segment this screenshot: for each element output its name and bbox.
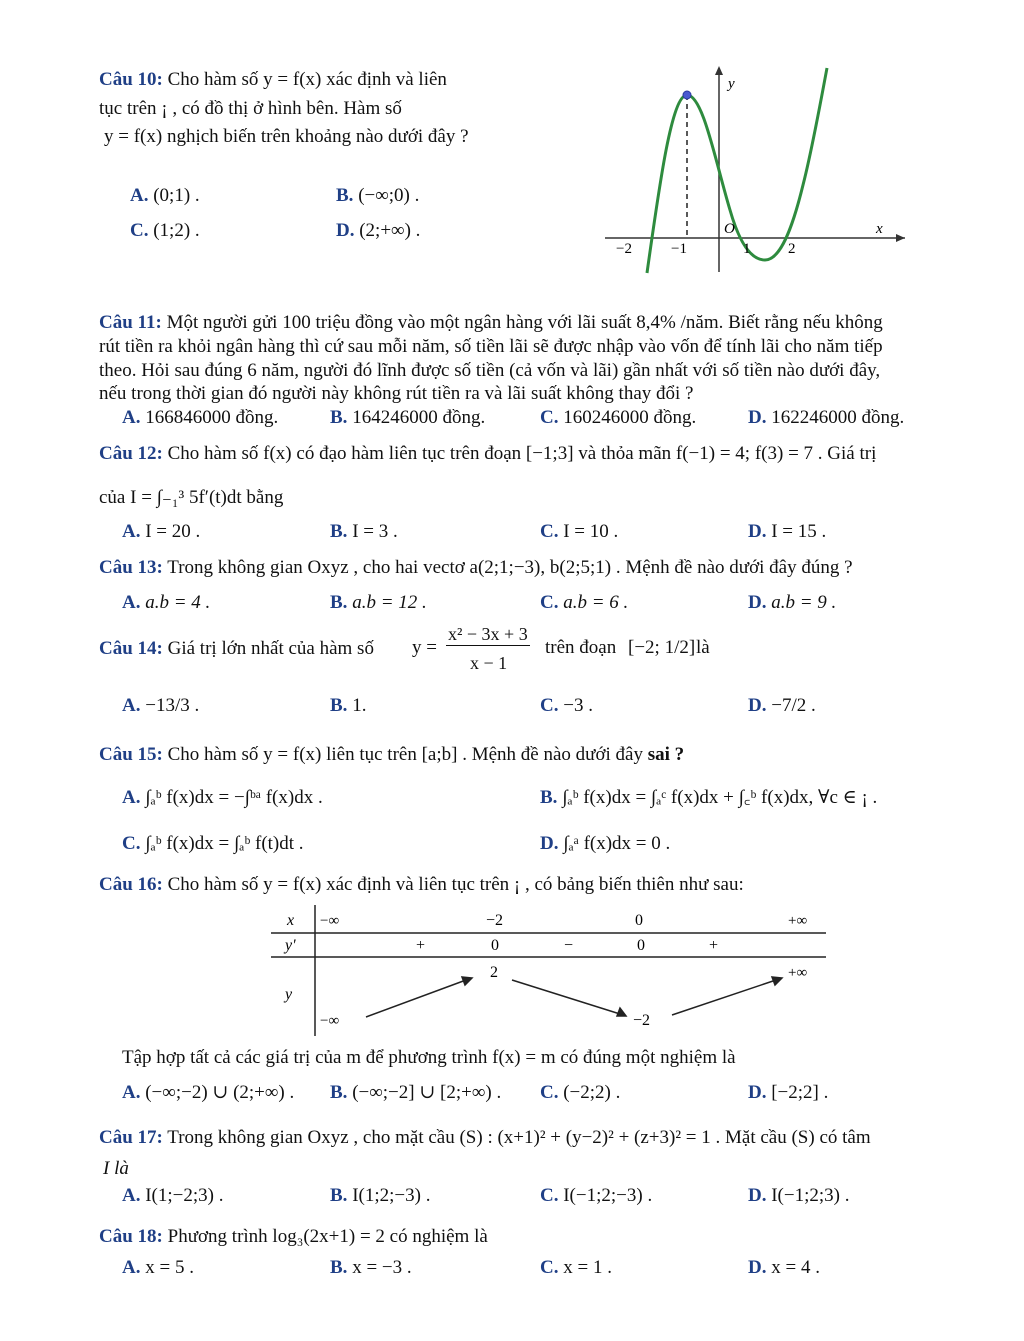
q16-option-b[interactable]: B. (−∞;−2] ∪ [2;+∞) . bbox=[330, 1082, 502, 1103]
q15-option-b[interactable]: B. ∫ₐᵇ f(x)dx = ∫ₐᶜ f(x)dx + ∫꜀ᵇ f(x)dx, ∀c ∈ ¡ . bbox=[540, 787, 878, 808]
origin-label: O bbox=[724, 221, 735, 237]
x-val-0: 0 bbox=[635, 912, 643, 929]
y-label: y bbox=[728, 76, 735, 92]
q15-option-a[interactable]: A. ∫ₐᵇ f(x)dx = −∫ᵇᵃ f(x)dx . bbox=[122, 787, 323, 808]
q18-line1: Câu 18: Phương trình log₃(2x+1) = 2 có nghiệm là bbox=[99, 1226, 488, 1247]
y-val-pos-inf: +∞ bbox=[788, 965, 808, 981]
q12-line1: Câu 12: Cho hàm số f(x) có đạo hàm liên tục trên đoạn [−1;3] và thỏa mãn f(−1) = 4; f(3) = 7 . Giá trị bbox=[99, 443, 877, 464]
q15-option-d[interactable]: D. ∫ₐᵃ f(x)dx = 0 . bbox=[540, 833, 671, 854]
q13-option-b[interactable]: B. a.b = 12 . bbox=[330, 592, 427, 613]
q14-option-a[interactable]: A. −13/3 . bbox=[122, 695, 200, 716]
x-label: x bbox=[876, 221, 883, 237]
q12-option-c[interactable]: C. I = 10 . bbox=[540, 521, 619, 542]
q14-label: Câu 14: bbox=[99, 638, 163, 659]
x-val-neg-inf: −∞ bbox=[320, 913, 340, 929]
yp-row-label: y' bbox=[285, 937, 296, 954]
yp-sign-3: + bbox=[709, 937, 719, 954]
q14-interval: [−2; 1/2] bbox=[628, 637, 696, 658]
q16-label: Câu 16: bbox=[99, 874, 163, 895]
tick-minus1: −1 bbox=[671, 241, 687, 257]
y-val-2: 2 bbox=[490, 964, 498, 981]
q18-option-d[interactable]: D. x = 4 . bbox=[748, 1257, 820, 1278]
tick-minus2: −2 bbox=[616, 241, 632, 257]
q15-option-c[interactable]: C. ∫ₐᵇ f(x)dx = ∫ₐᵇ f(t)dt . bbox=[122, 833, 304, 854]
q12-option-a[interactable]: A. I = 20 . bbox=[122, 521, 201, 542]
yp-zero-2: 0 bbox=[637, 937, 645, 954]
q13-line1: Câu 13: Trong không gian Oxyz , cho hai vectơ a(2;1;−3), b(2;5;1) . Mệnh đề nào dưới đây đúng ? bbox=[99, 557, 853, 578]
q10-cubic-graph bbox=[600, 60, 920, 275]
q13-option-c[interactable]: C. a.b = 6 . bbox=[540, 592, 629, 613]
q16-variation-table bbox=[268, 903, 828, 1038]
q11-option-d[interactable]: D. 162246000 đồng. bbox=[748, 407, 905, 428]
q12-line2: của I = ∫₋₁³ 5f′(t)dt bằng bbox=[99, 487, 284, 508]
q11-line3: theo. Hỏi sau đúng 6 năm, người đó lĩnh được số tiền (cả vốn và lãi) gần nhất với số tiền nào dưới đây, bbox=[99, 360, 881, 381]
q14-func-y: y = bbox=[412, 637, 437, 658]
y-val-minus2: −2 bbox=[633, 1012, 651, 1029]
q14-func-denominator: x − 1 bbox=[470, 653, 508, 673]
yp-sign-2: − bbox=[564, 937, 574, 954]
y-axis-arrow bbox=[715, 66, 723, 75]
max-point bbox=[683, 91, 691, 99]
q16-line2: Tập hợp tất cả các giá trị của m để phương trình f(x) = m có đúng một nghiệm là bbox=[122, 1047, 736, 1068]
q11-option-c[interactable]: C. 160246000 đồng. bbox=[540, 407, 697, 428]
q11-line2: rút tiền ra khỏi ngân hàng thì cứ sau mỗi năm, số tiền lãi sẽ được nhập vào vốn để tính lãi cho năm tiếp bbox=[99, 336, 883, 357]
q18-label: Câu 18: bbox=[99, 1226, 163, 1247]
q11-line1: Câu 11: Một người gửi 100 triệu đồng vào một ngân hàng với lãi suất 8,4% /năm. Biết rằng nếu không bbox=[99, 312, 883, 333]
q11-line4: nếu trong thời gian đó người này không rút tiền ra và lãi suất không thay đổi ? bbox=[99, 383, 694, 404]
q16-option-a[interactable]: A. (−∞;−2) ∪ (2;+∞) . bbox=[122, 1082, 295, 1103]
q16-line1: Câu 16: Cho hàm số y = f(x) xác định và liên tục trên ¡ , có bảng biến thiên như sau: bbox=[99, 874, 744, 895]
q14-text-tren-doan: trên đoạn bbox=[545, 637, 617, 658]
q16-option-c[interactable]: C. (−2;2) . bbox=[540, 1082, 621, 1103]
tick-2: 2 bbox=[788, 241, 796, 257]
q10-option-d[interactable]: D. (2;+∞) . bbox=[336, 220, 421, 241]
q18-option-b[interactable]: B. x = −3 . bbox=[330, 1257, 412, 1278]
q14-line1: Câu 14: Giá trị lớn nhất của hàm số bbox=[99, 638, 374, 659]
q15-line1: Câu 15: Cho hàm số y = f(x) liên tục trên [a;b] . Mệnh đề nào dưới đây sai ? bbox=[99, 744, 685, 765]
q17-label: Câu 17: bbox=[99, 1127, 163, 1148]
q14-option-b[interactable]: B. 1. bbox=[330, 695, 367, 716]
q12-label: Câu 12: bbox=[99, 443, 163, 464]
q14-func-numerator: x² − 3x + 3 bbox=[448, 624, 528, 644]
q11-option-a[interactable]: A. 166846000 đồng. bbox=[122, 407, 279, 428]
q17-option-a[interactable]: A. I(1;−2;3) . bbox=[122, 1185, 224, 1206]
q10-line3: y = f(x) nghịch biến trên khoảng nào dưới đây ? bbox=[104, 126, 469, 147]
q12-option-d[interactable]: D. I = 15 . bbox=[748, 521, 827, 542]
q10-option-b[interactable]: B. (−∞;0) . bbox=[336, 185, 420, 206]
x-axis-arrow bbox=[896, 234, 905, 242]
x-val-pos-inf: +∞ bbox=[788, 913, 808, 929]
q16-option-d[interactable]: D. [−2;2] . bbox=[748, 1082, 829, 1103]
q10-option-c[interactable]: C. (1;2) . bbox=[130, 220, 200, 241]
q17-option-b[interactable]: B. I(1;2;−3) . bbox=[330, 1185, 431, 1206]
q11-label: Câu 11: bbox=[99, 312, 162, 333]
q18-option-a[interactable]: A. x = 5 . bbox=[122, 1257, 194, 1278]
q10-option-a[interactable]: A. (0;1) . bbox=[130, 185, 200, 206]
q14-option-c[interactable]: C. −3 . bbox=[540, 695, 593, 716]
variation-arrows bbox=[366, 977, 782, 1017]
y-row-label: y bbox=[285, 986, 293, 1003]
yp-zero-1: 0 bbox=[491, 937, 499, 954]
q12-option-b[interactable]: B. I = 3 . bbox=[330, 521, 398, 542]
q18-option-c[interactable]: C. x = 1 . bbox=[540, 1257, 612, 1278]
q17-line2: I là bbox=[103, 1158, 129, 1179]
q11-option-b[interactable]: B. 164246000 đồng. bbox=[330, 407, 486, 428]
x-row-label: x bbox=[287, 912, 295, 929]
y-val-neg-inf: −∞ bbox=[320, 1013, 340, 1029]
q13-option-a[interactable]: A. a.b = 4 . bbox=[122, 592, 211, 613]
q10-text1: Cho hàm số y = f(x) xác định và liên bbox=[167, 69, 447, 90]
q13-option-d[interactable]: D. a.b = 9 . bbox=[748, 592, 837, 613]
q13-label: Câu 13: bbox=[99, 557, 163, 578]
q10-line1 bbox=[99, 68, 447, 92]
q17-option-d[interactable]: D. I(−1;2;3) . bbox=[748, 1185, 850, 1206]
q15-label: Câu 15: bbox=[99, 744, 163, 765]
yp-sign-1: + bbox=[416, 937, 426, 954]
q10-label: Câu 10: bbox=[99, 69, 163, 90]
q14-option-d[interactable]: D. −7/2 . bbox=[748, 695, 816, 716]
tick-1: 1 bbox=[743, 241, 751, 257]
q14-text-la: là bbox=[696, 637, 710, 658]
q17-option-c[interactable]: C. I(−1;2;−3) . bbox=[540, 1185, 653, 1206]
x-val-minus2: −2 bbox=[486, 912, 504, 929]
q10-line2: tục trên ¡ , có đồ thị ở hình bên. Hàm số bbox=[99, 98, 402, 119]
q17-line1: Câu 17: Trong không gian Oxyz , cho mặt cầu (S) : (x+1)² + (y−2)² + (z+3)² = 1 . Mặt cầu (S) có tâm bbox=[99, 1127, 871, 1148]
